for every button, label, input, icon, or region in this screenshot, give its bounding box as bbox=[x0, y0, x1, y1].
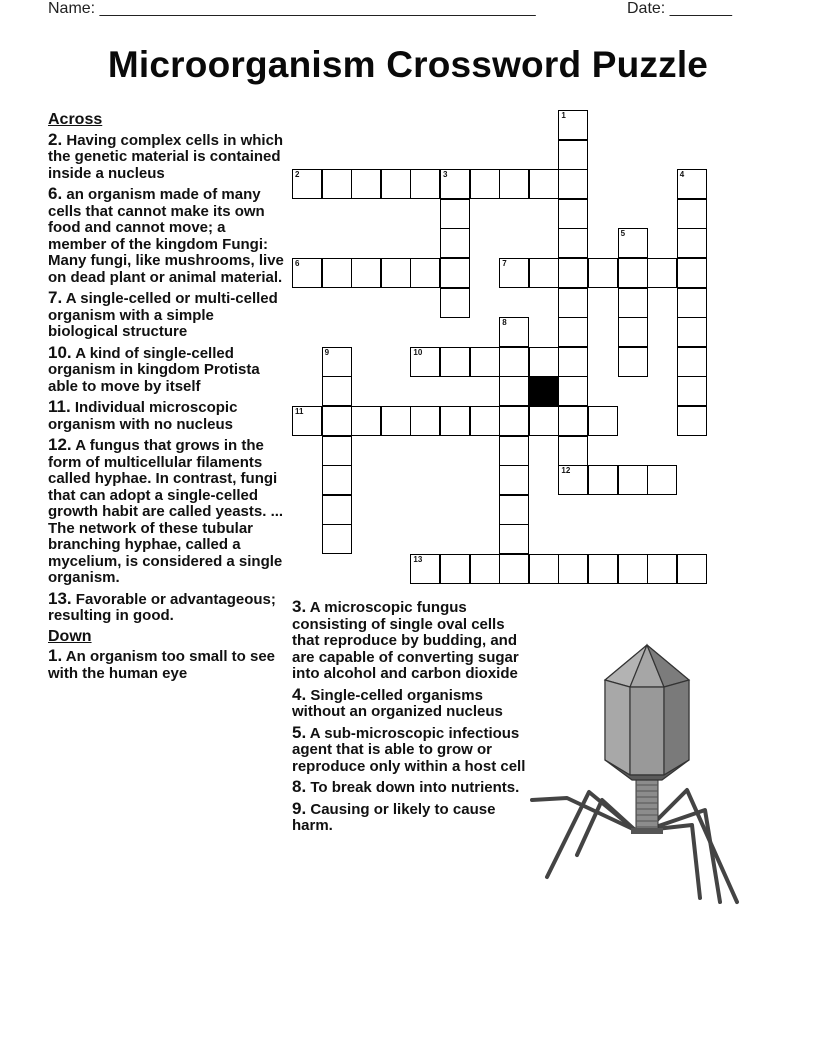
crossword-cell[interactable] bbox=[558, 140, 588, 170]
clue-down-5: 5. A sub-microscopic infectious agent that is able to grow or reproduce only within a host cell bbox=[292, 722, 526, 775]
page-title: Microorganism Crossword Puzzle bbox=[107, 44, 709, 85]
clues-left-column bbox=[48, 112, 286, 686]
crossword-cell[interactable] bbox=[618, 228, 648, 258]
crossword-cell[interactable] bbox=[440, 554, 470, 584]
phage-legs bbox=[532, 790, 737, 902]
crossword-cell[interactable] bbox=[618, 347, 648, 377]
crossword-cell[interactable] bbox=[292, 169, 322, 199]
across-heading: Across bbox=[48, 111, 103, 128]
crossword-cell[interactable] bbox=[322, 406, 352, 436]
crossword-cell[interactable] bbox=[381, 406, 411, 436]
crossword-cell[interactable] bbox=[440, 288, 470, 318]
crossword-cell[interactable] bbox=[440, 347, 470, 377]
cell-number: 12 bbox=[561, 466, 571, 476]
cell-number: 2 bbox=[295, 170, 300, 180]
crossword-cell[interactable] bbox=[558, 406, 588, 436]
black-cell bbox=[529, 376, 559, 406]
crossword-cell[interactable] bbox=[470, 169, 500, 199]
crossword-cell[interactable] bbox=[351, 406, 381, 436]
crossword-cell[interactable] bbox=[529, 554, 559, 584]
crossword-cell[interactable] bbox=[499, 406, 529, 436]
crossword-cell[interactable] bbox=[558, 169, 588, 199]
crossword-cell[interactable] bbox=[410, 258, 440, 288]
crossword-cell[interactable] bbox=[677, 376, 707, 406]
crossword-cell[interactable] bbox=[558, 465, 588, 495]
crossword-cell[interactable] bbox=[618, 554, 648, 584]
clues-right-column bbox=[292, 599, 528, 839]
crossword-cell[interactable] bbox=[381, 258, 411, 288]
cell-number: 7 bbox=[502, 259, 507, 268]
cell-number: 11 bbox=[295, 407, 304, 416]
crossword-cell[interactable] bbox=[410, 554, 440, 584]
crossword-cell[interactable] bbox=[529, 347, 559, 377]
clue-across-11: 11. Individual microscopic organism with no nucleus bbox=[48, 397, 238, 433]
clue-down-1: 1. An organism too small to see with the human eye bbox=[48, 646, 276, 682]
clue-across-2: 2. Having complex cells in which the genetic material is contained inside a nucleus bbox=[48, 129, 284, 182]
crossword-cell[interactable] bbox=[351, 169, 381, 199]
clue-across-6: 6. an organism made of many cells that cannot make its own food and cannot move; a member of the kingdom Fungi: Many fungi, like mushrooms, live on dead plant or animal material. bbox=[48, 184, 284, 286]
crossword-cell[interactable] bbox=[499, 495, 529, 525]
crossword-cell[interactable] bbox=[322, 347, 352, 377]
crossword-cell[interactable] bbox=[558, 317, 588, 347]
crossword-cell[interactable] bbox=[588, 258, 618, 288]
crossword-cell[interactable] bbox=[440, 169, 470, 199]
crossword-cell[interactable] bbox=[322, 495, 352, 525]
crossword-cell[interactable] bbox=[499, 169, 529, 199]
crossword-cell[interactable] bbox=[677, 554, 707, 584]
crossword-cell[interactable] bbox=[677, 199, 707, 229]
cell-number: 10 bbox=[413, 347, 423, 357]
crossword-cell[interactable] bbox=[677, 258, 707, 288]
crossword-cell[interactable] bbox=[647, 465, 677, 495]
down-heading: Down bbox=[48, 627, 92, 645]
crossword-cell[interactable] bbox=[558, 347, 588, 377]
crossword-cell[interactable] bbox=[440, 199, 470, 229]
crossword-cell[interactable] bbox=[292, 406, 322, 436]
crossword-cell[interactable] bbox=[322, 258, 352, 288]
crossword-cell[interactable] bbox=[588, 465, 618, 495]
crossword-cell[interactable] bbox=[647, 258, 677, 288]
crossword-cell[interactable] bbox=[677, 347, 707, 377]
crossword-cell[interactable] bbox=[558, 288, 588, 318]
crossword-cell[interactable] bbox=[618, 288, 648, 318]
crossword-cell[interactable] bbox=[322, 436, 352, 466]
crossword-cell[interactable] bbox=[588, 554, 618, 584]
cell-number: 1 bbox=[561, 111, 566, 120]
cell-number: 3 bbox=[443, 170, 448, 180]
clue-down-4: 4. Single-celled organisms without an organized nucleus bbox=[292, 684, 503, 720]
crossword-cell[interactable] bbox=[499, 524, 529, 554]
crossword-cell[interactable] bbox=[381, 169, 411, 199]
crossword-cell[interactable] bbox=[529, 169, 559, 199]
date-line: Date: _______ bbox=[627, 0, 732, 17]
crossword-cell[interactable] bbox=[322, 465, 352, 495]
crossword-cell[interactable] bbox=[322, 169, 352, 199]
bacteriophage-illustration bbox=[527, 640, 757, 910]
crossword-cell[interactable] bbox=[558, 199, 588, 229]
crossword-cell[interactable] bbox=[470, 347, 500, 377]
crossword-cell[interactable] bbox=[677, 317, 707, 347]
cell-number: 6 bbox=[295, 259, 300, 268]
crossword-cell[interactable] bbox=[558, 554, 588, 584]
crossword-cell[interactable] bbox=[558, 110, 588, 140]
crossword-cell[interactable] bbox=[677, 406, 707, 436]
crossword-cell[interactable] bbox=[499, 376, 529, 406]
cell-number: 8 bbox=[502, 318, 507, 328]
phage-baseplate bbox=[631, 828, 663, 834]
cell-number: 4 bbox=[679, 170, 685, 180]
clue-down-3: 3. A microscopic fungus consisting of single oval cells that reproduce by budding, and are capable of converting sugar into alcohol and carbon dioxide bbox=[292, 597, 519, 682]
crossword-cell[interactable] bbox=[470, 554, 500, 584]
phage-tail bbox=[636, 778, 658, 832]
crossword-cell[interactable] bbox=[677, 228, 707, 258]
crossword-cell[interactable] bbox=[647, 554, 677, 584]
crossword-cell[interactable] bbox=[499, 258, 529, 288]
clue-down-9: 9. Causing or likely to cause harm. bbox=[292, 798, 496, 834]
crossword-cell[interactable] bbox=[440, 406, 470, 436]
crossword-cell[interactable] bbox=[529, 406, 559, 436]
crossword-cell[interactable] bbox=[470, 406, 500, 436]
cell-number: 9 bbox=[324, 347, 330, 357]
clue-across-13: 13. Favorable or advantageous; resulting in good. bbox=[48, 588, 276, 624]
clue-down-8: 8. To break down into nutrients. bbox=[292, 777, 520, 796]
crossword-cell[interactable] bbox=[677, 288, 707, 318]
crossword-cell[interactable] bbox=[322, 376, 352, 406]
cell-number: 5 bbox=[620, 229, 626, 239]
crossword-cell[interactable] bbox=[588, 406, 618, 436]
phage-head bbox=[605, 645, 689, 780]
crossword-cell[interactable] bbox=[440, 228, 470, 258]
crossword-cell[interactable] bbox=[410, 347, 440, 377]
crossword-cell[interactable] bbox=[677, 169, 707, 199]
crossword-cell[interactable] bbox=[499, 465, 529, 495]
crossword-cell[interactable] bbox=[618, 465, 648, 495]
crossword-cell[interactable] bbox=[558, 228, 588, 258]
crossword-cell[interactable] bbox=[322, 524, 352, 554]
clue-across-10: 10. A kind of single-celled organism in kingdom Protista able to move by itself bbox=[48, 342, 260, 395]
crossword-cell[interactable] bbox=[529, 258, 559, 288]
crossword-cell[interactable] bbox=[292, 258, 322, 288]
crossword-cell[interactable] bbox=[499, 554, 529, 584]
crossword-cell[interactable] bbox=[499, 436, 529, 466]
clue-across-12: 12. A fungus that grows in the form of multicellular filaments called hyphae. In contrast, fungi that can adopt a single-celled growth habit are called yeasts. ... The network of these tubular branching hyphae, called a mycelium, is considered a single organism. bbox=[48, 435, 284, 586]
crossword-cell[interactable] bbox=[618, 258, 648, 288]
crossword-cell[interactable] bbox=[440, 258, 470, 288]
crossword-cell[interactable] bbox=[351, 258, 381, 288]
crossword-cell[interactable] bbox=[558, 376, 588, 406]
crossword-cell[interactable] bbox=[558, 258, 588, 288]
clue-across-7: 7. A single-celled or multi-celled organism with a simple biological structure bbox=[48, 288, 278, 340]
cell-number: 13 bbox=[413, 555, 423, 564]
crossword-cell[interactable] bbox=[558, 436, 588, 466]
crossword-cell[interactable] bbox=[410, 169, 440, 199]
crossword-cell[interactable] bbox=[618, 317, 648, 347]
crossword-cell[interactable] bbox=[499, 317, 529, 347]
crossword-cell[interactable] bbox=[499, 347, 529, 377]
name-line: Name: _________________________________________________ bbox=[48, 0, 536, 17]
crossword-cell[interactable] bbox=[410, 406, 440, 436]
